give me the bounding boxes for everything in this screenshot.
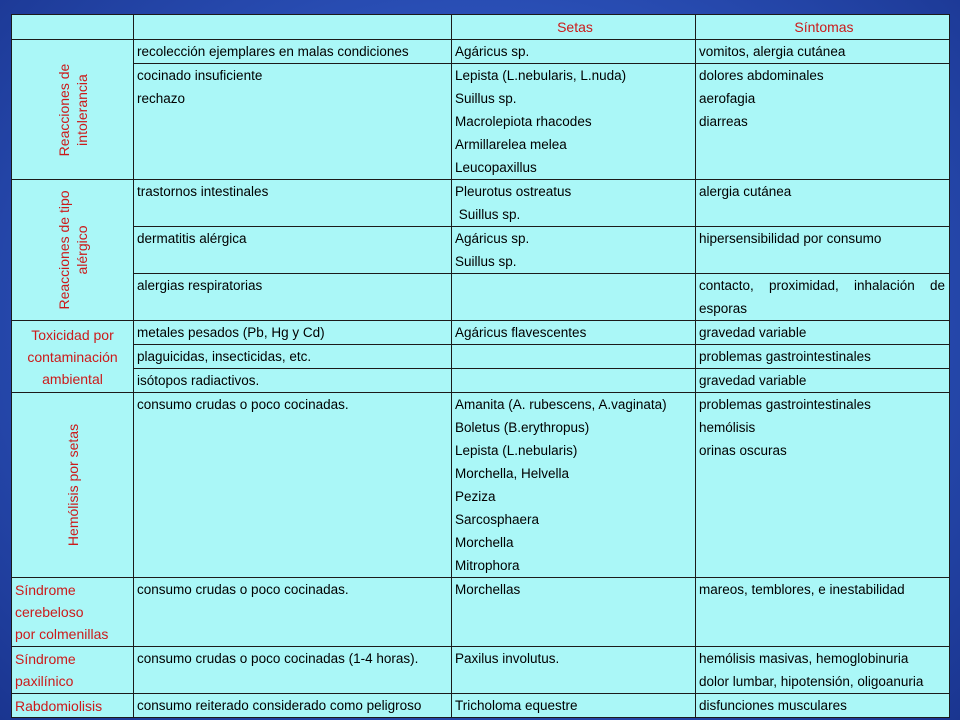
sintomas-cell: problemas gastrointestinales hemólisis orinas oscuras bbox=[696, 393, 950, 578]
setas-cell: Tricholoma equestre bbox=[452, 694, 696, 718]
category-rabdomiolisis: Rabdomiolisis bbox=[12, 694, 134, 718]
causa-cell: recolección ejemplares en malas condiciones bbox=[134, 40, 452, 64]
category-intolerancia: Reacciones de intolerancia bbox=[12, 40, 134, 180]
sintomas-cell: problemas gastrointestinales bbox=[696, 345, 950, 369]
causa-cell: cocinado insuficiente rechazo bbox=[134, 64, 452, 180]
header-empty-cell bbox=[134, 15, 452, 40]
causa-cell: dermatitis alérgica bbox=[134, 227, 452, 274]
table-row bbox=[12, 64, 950, 180]
setas-cell: Agáricus sp. Suillus sp. bbox=[452, 227, 696, 274]
causa-cell: consumo reiterado considerado como peligroso bbox=[134, 694, 452, 718]
causa-cell: consumo crudas o poco cocinadas. bbox=[134, 393, 452, 578]
table-row bbox=[12, 647, 950, 694]
setas-cell: Agáricus sp. bbox=[452, 40, 696, 64]
causa-cell: alergias respiratorias bbox=[134, 274, 452, 321]
table-row bbox=[12, 227, 950, 274]
setas-cell: Lepista (L.nebularis, L.nuda) Suillus sp. Macrolepiota rhacodes Armillarelea melea Leucopaxillus bbox=[452, 64, 696, 180]
table-row bbox=[12, 180, 950, 227]
category-alergico: Reacciones de tipo alérgico bbox=[12, 180, 134, 321]
sintomas-cell: disfunciones musculares bbox=[696, 694, 950, 718]
setas-cell: Pleurotus ostreatus Suillus sp. bbox=[452, 180, 696, 227]
table-row bbox=[12, 369, 950, 393]
category-cerebeloso: Síndrome cerebeloso por colmenillas bbox=[12, 578, 134, 647]
sintomas-cell: vomitos, alergia cutánea bbox=[696, 40, 950, 64]
header-sintomas: Síntomas bbox=[696, 15, 950, 40]
setas-cell bbox=[452, 274, 696, 321]
setas-cell bbox=[452, 369, 696, 393]
setas-cell: Morchellas bbox=[452, 578, 696, 647]
causa-cell: isótopos radiactivos. bbox=[134, 369, 452, 393]
causa-cell: consumo crudas o poco cocinadas (1-4 horas). bbox=[134, 647, 452, 694]
causa-cell: plaguicidas, insecticidas, etc. bbox=[134, 345, 452, 369]
header-row bbox=[12, 15, 950, 40]
table-row bbox=[12, 40, 950, 64]
category-toxicidad: Toxicidad por contaminación ambiental bbox=[12, 321, 134, 393]
sintomas-cell: dolores abdominales aerofagia diarreas bbox=[696, 64, 950, 180]
mushroom-reactions-table bbox=[11, 14, 950, 718]
setas-cell: Amanita (A. rubescens, A.vaginata) Boletus (B.erythropus) Lepista (L.nebularis) Morchella, Helvella Peziza Sarcosphaera Morchella Mitrophora bbox=[452, 393, 696, 578]
table-row bbox=[12, 578, 950, 647]
category-hemolisis: Hemólisis por setas bbox=[12, 393, 134, 578]
header-setas: Setas bbox=[452, 15, 696, 40]
sintomas-cell: mareos, temblores, e inestabilidad bbox=[696, 578, 950, 647]
table-row bbox=[12, 345, 950, 369]
sintomas-cell: contacto, proximidad, inhalación de esporas bbox=[696, 274, 950, 321]
table-row bbox=[12, 274, 950, 321]
setas-cell bbox=[452, 345, 696, 369]
sintomas-cell: hemólisis masivas, hemoglobinuria dolor lumbar, hipotensión, oligoanuria bbox=[696, 647, 950, 694]
causa-cell: consumo crudas o poco cocinadas. bbox=[134, 578, 452, 647]
sintomas-cell: alergia cutánea bbox=[696, 180, 950, 227]
sintomas-cell: gravedad variable bbox=[696, 369, 950, 393]
table-row bbox=[12, 694, 950, 718]
sintomas-cell: hipersensibilidad por consumo bbox=[696, 227, 950, 274]
table-row bbox=[12, 321, 950, 345]
causa-cell: trastornos intestinales bbox=[134, 180, 452, 227]
sintomas-cell: gravedad variable bbox=[696, 321, 950, 345]
causa-cell: metales pesados (Pb, Hg y Cd) bbox=[134, 321, 452, 345]
setas-cell: Agáricus flavescentes bbox=[452, 321, 696, 345]
setas-cell: Paxilus involutus. bbox=[452, 647, 696, 694]
header-empty-cell bbox=[12, 15, 134, 40]
table-row bbox=[12, 393, 950, 578]
category-paxilinico: Síndrome paxilínico bbox=[12, 647, 134, 694]
